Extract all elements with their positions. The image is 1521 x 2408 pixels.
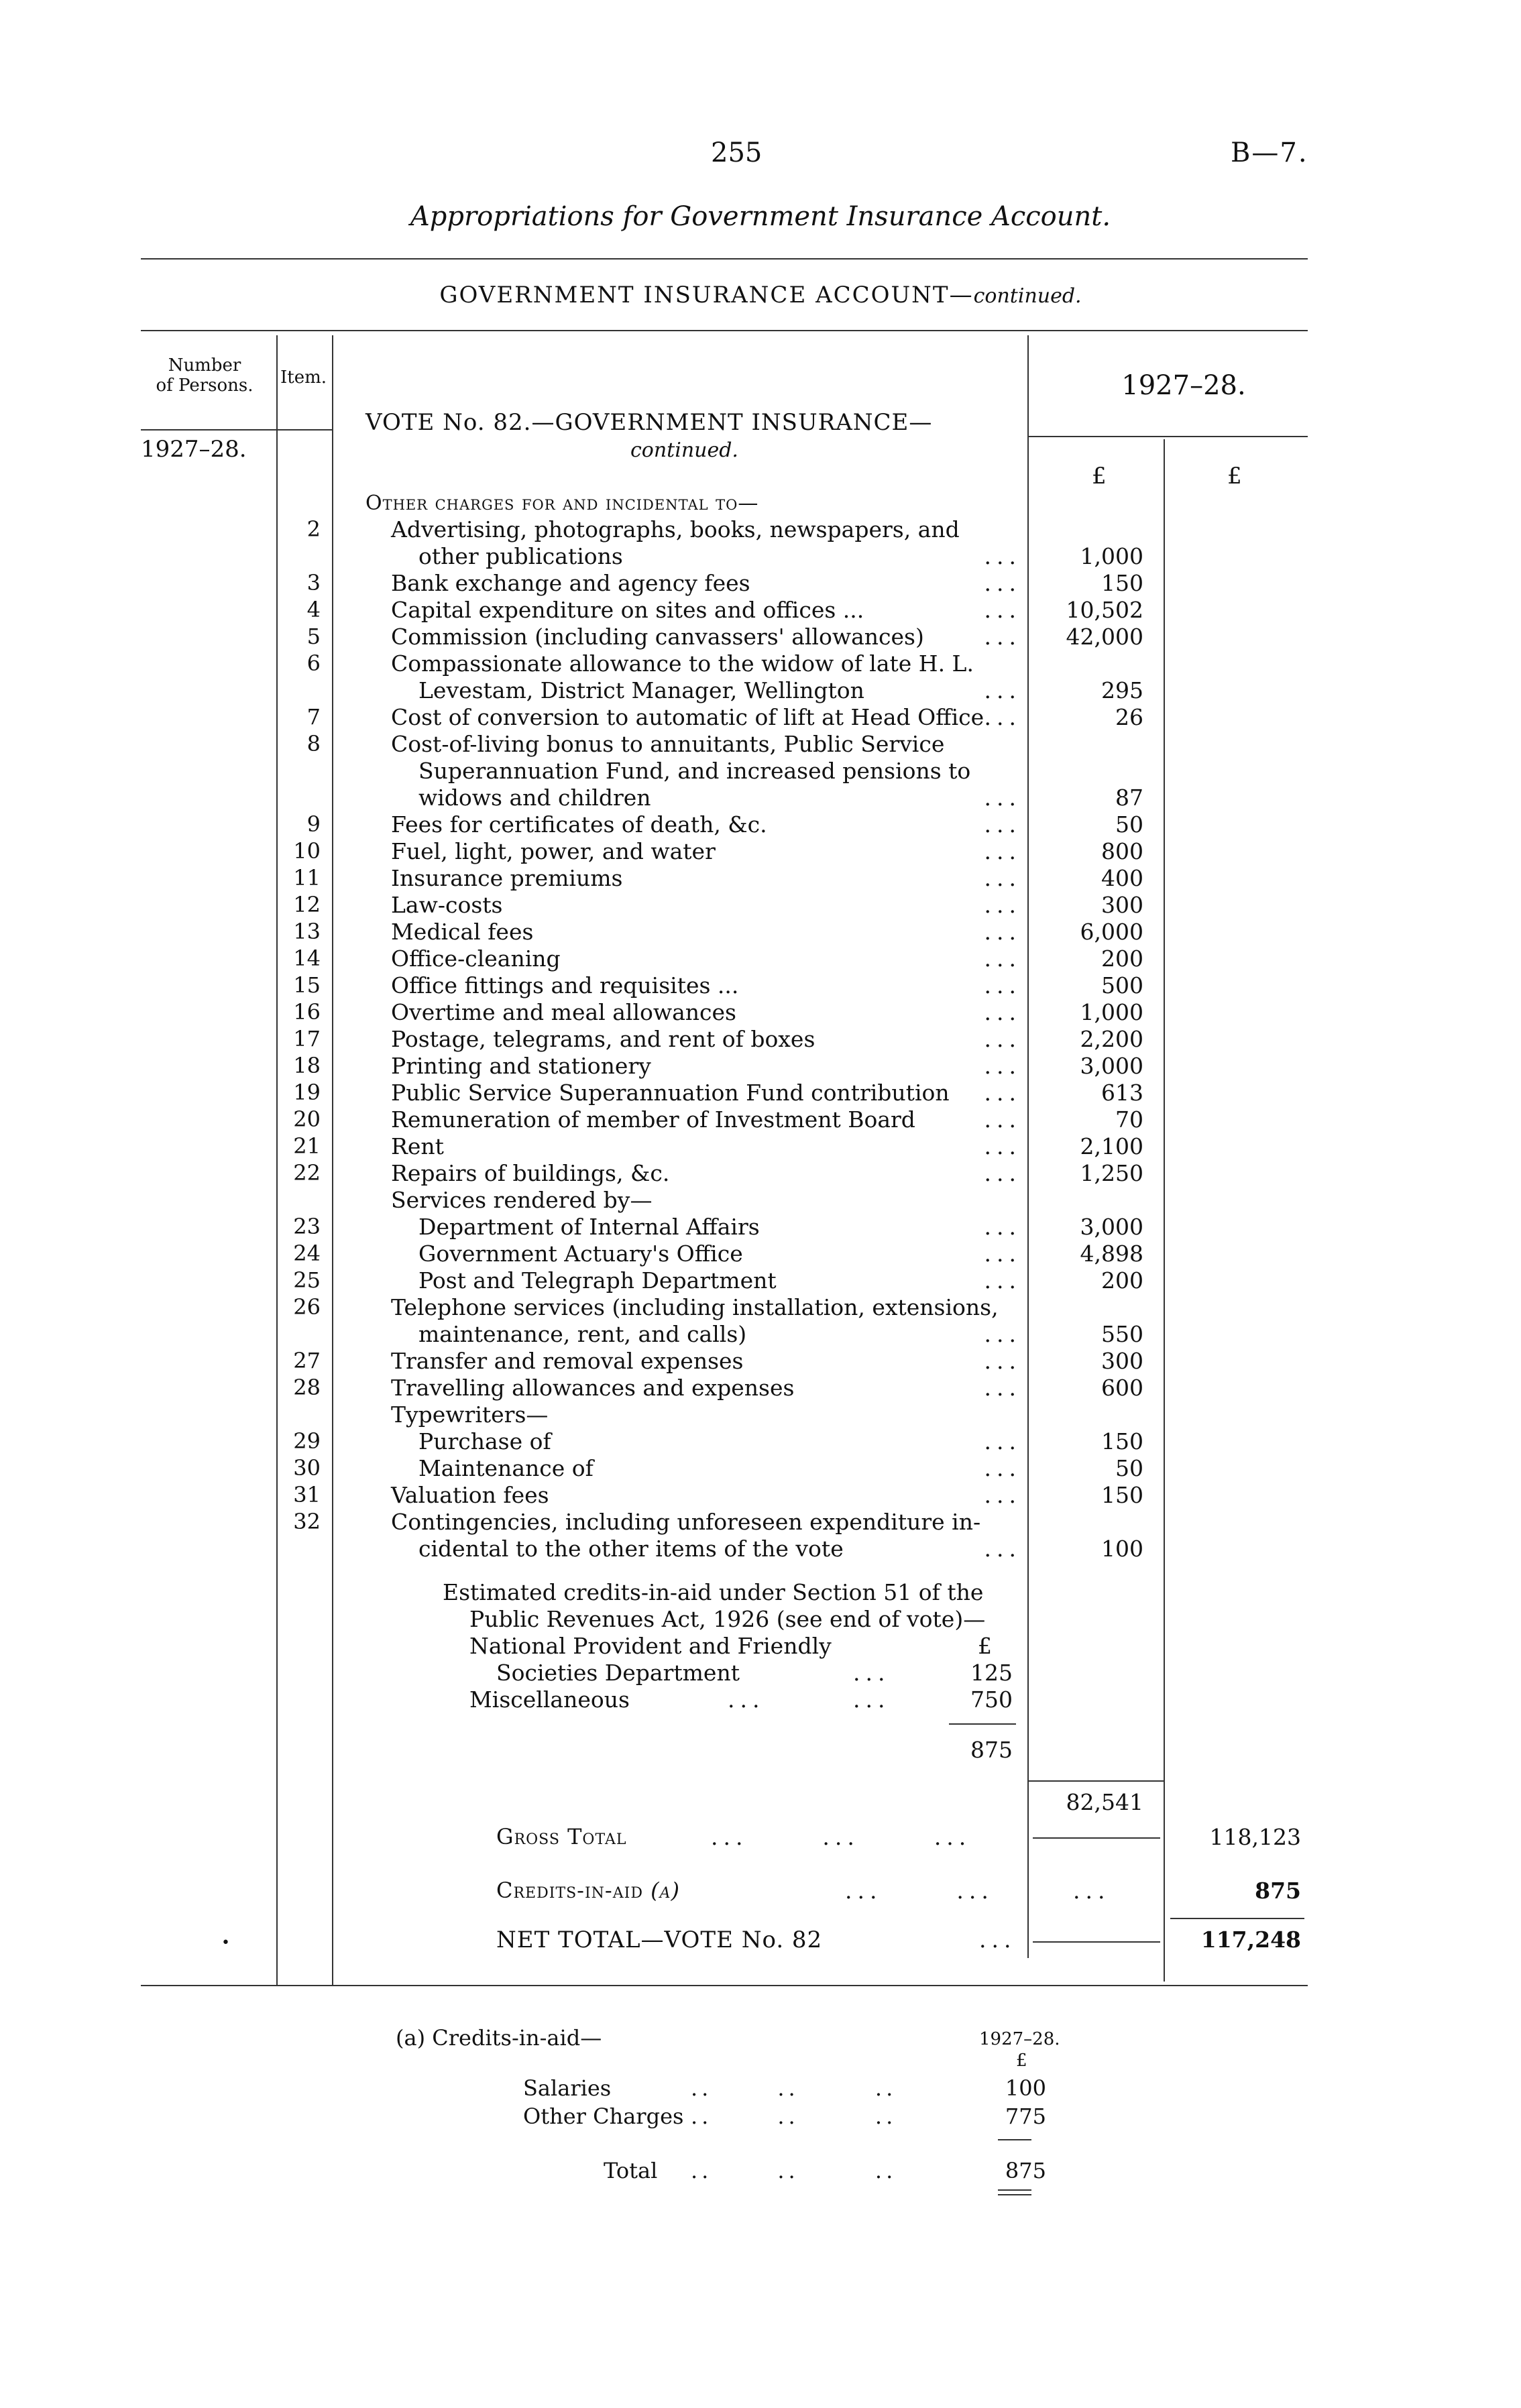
item-description-text: Remuneration of member of Investment Board bbox=[391, 1106, 915, 1133]
item-description bbox=[391, 972, 1021, 999]
leader-dots: ... bbox=[984, 624, 1021, 650]
footnote-year: 1927–28. bbox=[979, 2029, 1060, 2049]
item-description-text: Valuation fees bbox=[391, 1482, 549, 1508]
item-description-text: Printing and stationery bbox=[391, 1053, 651, 1079]
item-number: 21 bbox=[293, 1133, 321, 1159]
item-description bbox=[391, 1160, 1021, 1187]
item-number: 7 bbox=[306, 704, 321, 730]
item-amount: 1,000 bbox=[1080, 543, 1143, 569]
credits-line: Estimated credits-in-aid under Section 51 of the bbox=[443, 1579, 984, 1605]
item-description bbox=[418, 758, 1021, 785]
leader-dots: ... bbox=[984, 972, 1021, 998]
item-description-text: Law-costs bbox=[391, 892, 503, 918]
item-number: 5 bbox=[306, 624, 321, 649]
item-amount: 3,000 bbox=[1080, 1214, 1143, 1240]
item-description bbox=[391, 945, 1021, 972]
amount-year: 1927–28. bbox=[1121, 370, 1246, 401]
pound-symbol: £ bbox=[1092, 463, 1107, 490]
persons-header-line2: of Persons. bbox=[156, 376, 253, 396]
leader-dots: ... bbox=[984, 1053, 1021, 1079]
item-number: 6 bbox=[306, 650, 321, 676]
item-amount: 150 bbox=[1101, 1482, 1143, 1508]
leader-dots: ... bbox=[853, 1660, 891, 1686]
column-rule bbox=[332, 335, 333, 1985]
item-description-text: Services rendered by— bbox=[391, 1187, 653, 1213]
item-amount: 295 bbox=[1101, 677, 1143, 703]
item-description-text: Levestam, District Manager, Wellington bbox=[418, 677, 864, 703]
leader-dots: ... bbox=[984, 1267, 1021, 1294]
item-amount: 400 bbox=[1101, 865, 1143, 891]
leader-dots: ... bbox=[984, 811, 1021, 838]
item-description bbox=[391, 1106, 1021, 1133]
persons-header bbox=[134, 355, 275, 396]
page-reference: B—7. bbox=[1231, 137, 1308, 168]
credits-amount: 125 bbox=[970, 1660, 1013, 1686]
sum-rule bbox=[1170, 1918, 1304, 1919]
leader-dots: ... bbox=[984, 1241, 1021, 1267]
pound-symbol: £ bbox=[1016, 2051, 1027, 2071]
item-description-text: Capital expenditure on sites and offices ... bbox=[391, 597, 864, 623]
sum-rule bbox=[949, 1723, 1016, 1725]
page-number: 255 bbox=[711, 137, 763, 168]
leader-dots: ... bbox=[984, 1026, 1021, 1052]
item-number: 16 bbox=[293, 999, 321, 1025]
item-description bbox=[391, 1053, 1021, 1080]
header-rule bbox=[141, 429, 332, 431]
leader-dots: ... bbox=[1073, 1878, 1111, 1904]
leader-dots: ... bbox=[984, 892, 1021, 918]
leader-dots: ... bbox=[984, 1106, 1021, 1133]
item-amount: 800 bbox=[1101, 838, 1143, 864]
sum-rule bbox=[1027, 1780, 1165, 1782]
item-number: 29 bbox=[293, 1428, 321, 1454]
sum-rule bbox=[1033, 1941, 1160, 1943]
item-description bbox=[391, 838, 1021, 865]
column-rule bbox=[1164, 439, 1165, 1982]
item-amount: 4,898 bbox=[1080, 1241, 1143, 1267]
footnote-salaries-label: Salaries bbox=[523, 2075, 612, 2101]
item-number: 30 bbox=[293, 1455, 321, 1481]
item-description-text: Superannuation Fund, and increased pensions to bbox=[418, 758, 971, 784]
leader-dots: .. .. .. bbox=[691, 2158, 897, 2183]
credits-in-aid-label bbox=[496, 1878, 680, 1903]
item-description-text: Rent bbox=[391, 1133, 444, 1159]
item-description bbox=[391, 1482, 1021, 1509]
credits-subtotal: 875 bbox=[970, 1737, 1013, 1763]
item-description bbox=[418, 1428, 1021, 1455]
item-amount: 300 bbox=[1101, 1348, 1143, 1374]
leader-dots: ... bbox=[984, 704, 1021, 730]
leader-dots: ... bbox=[984, 1160, 1021, 1186]
leader-dots: ... bbox=[984, 543, 1021, 569]
item-amount: 50 bbox=[1115, 1455, 1143, 1481]
leader-dots: ... ... ... bbox=[711, 1824, 972, 1850]
item-description-text: Overtime and meal allowances bbox=[391, 999, 736, 1025]
pound-symbol: £ bbox=[1227, 463, 1242, 490]
leader-dots: ... bbox=[984, 1536, 1021, 1562]
item-amount: 600 bbox=[1101, 1375, 1143, 1401]
item-description-text: Repairs of buildings, &c. bbox=[391, 1160, 670, 1186]
item-amount: 550 bbox=[1101, 1321, 1143, 1347]
item-description-text: Bank exchange and agency fees bbox=[391, 570, 750, 596]
items-sum: 82,541 bbox=[1066, 1789, 1143, 1815]
item-description bbox=[418, 1536, 1021, 1562]
footnote-other-label: Other Charges bbox=[523, 2104, 684, 2129]
leader-dots: ... bbox=[984, 597, 1021, 623]
item-number: 22 bbox=[293, 1160, 321, 1186]
credits-amount: 750 bbox=[970, 1686, 1013, 1713]
leader-dots: ... bbox=[984, 1455, 1021, 1481]
page-subtitle: Appropriations for Government Insurance Account. bbox=[410, 201, 1111, 232]
item-amount: 42,000 bbox=[1066, 624, 1143, 650]
item-amount: 26 bbox=[1115, 704, 1143, 730]
double-rule bbox=[998, 2189, 1031, 2191]
item-number: 10 bbox=[293, 838, 321, 864]
item-description bbox=[391, 597, 1021, 624]
item-description bbox=[418, 1267, 1021, 1294]
item-description bbox=[391, 1401, 1021, 1428]
item-description bbox=[391, 704, 1021, 731]
item-amount: 1,000 bbox=[1080, 999, 1143, 1025]
item-number: 2 bbox=[306, 516, 321, 542]
item-description-text: cidental to the other items of the vote bbox=[418, 1536, 844, 1562]
credits-misc: Miscellaneous bbox=[469, 1686, 630, 1713]
item-amount: 10,502 bbox=[1066, 597, 1143, 623]
item-amount: 613 bbox=[1101, 1080, 1143, 1106]
sum-rule bbox=[1033, 1837, 1160, 1839]
item-amount: 70 bbox=[1115, 1106, 1143, 1133]
gross-total-label: Gross Total bbox=[496, 1824, 627, 1849]
item-number: 26 bbox=[293, 1294, 321, 1320]
item-description-text: Insurance premiums bbox=[391, 865, 623, 891]
leader-dots: ... bbox=[979, 1927, 1017, 1953]
item-description bbox=[391, 999, 1021, 1026]
leader-dots: ... bbox=[984, 1214, 1021, 1240]
item-amount: 2,100 bbox=[1080, 1133, 1143, 1159]
leader-dots: ... bbox=[984, 919, 1021, 945]
item-description bbox=[418, 1455, 1021, 1482]
item-number: 9 bbox=[306, 811, 321, 837]
item-description-text: other publications bbox=[418, 543, 623, 569]
item-description bbox=[418, 785, 1021, 811]
section-title-cont: continued. bbox=[973, 284, 1082, 308]
item-description bbox=[418, 1241, 1021, 1267]
item-description-text: Maintenance of bbox=[418, 1455, 594, 1481]
other-charges-heading: Other charges for and incidental to— bbox=[365, 492, 759, 515]
leader-dots: ... bbox=[728, 1686, 765, 1713]
leader-dots: ... bbox=[984, 1482, 1021, 1508]
leader-dots: ... bbox=[984, 570, 1021, 596]
item-description bbox=[391, 892, 1021, 919]
leader-dots: .. .. .. bbox=[691, 2104, 897, 2129]
leader-dots: ... bbox=[984, 1133, 1021, 1159]
item-description bbox=[391, 731, 1021, 758]
item-description bbox=[391, 516, 1021, 543]
item-amount: 50 bbox=[1115, 811, 1143, 838]
item-amount: 1,250 bbox=[1080, 1160, 1143, 1186]
item-description bbox=[391, 919, 1021, 945]
item-description-text: maintenance, rent, and calls) bbox=[418, 1321, 747, 1347]
gross-total-amount: 118,123 bbox=[1209, 1824, 1301, 1850]
item-description bbox=[391, 1026, 1021, 1053]
column-rule bbox=[276, 335, 278, 1985]
item-number: 20 bbox=[293, 1106, 321, 1132]
leader-dots: .. .. .. bbox=[691, 2075, 897, 2101]
item-description bbox=[391, 1294, 1021, 1321]
item-description bbox=[391, 1509, 1021, 1536]
item-number: 12 bbox=[293, 892, 321, 917]
divider bbox=[141, 330, 1308, 331]
item-description-text: Transfer and removal expenses bbox=[391, 1348, 744, 1374]
item-description-text: Commission (including canvassers' allowances) bbox=[391, 624, 924, 650]
item-number: 27 bbox=[293, 1348, 321, 1373]
footnote-total-label: Total bbox=[604, 2158, 658, 2183]
credits-in-aid-amount: 875 bbox=[1255, 1878, 1301, 1904]
item-amount: 500 bbox=[1101, 972, 1143, 998]
item-amount: 2,200 bbox=[1080, 1026, 1143, 1052]
credits-npf: National Provident and Friendly bbox=[469, 1633, 832, 1659]
pound-symbol: £ bbox=[978, 1633, 992, 1659]
item-description-text: Telephone services (including installation, extensions, bbox=[391, 1294, 999, 1320]
item-number: 11 bbox=[293, 865, 321, 891]
credits-in-aid-note: (a) bbox=[651, 1878, 680, 1903]
item-number: 32 bbox=[293, 1509, 321, 1534]
leader-dots: ... bbox=[984, 1375, 1021, 1401]
footnote-salaries-amount: 100 bbox=[1005, 2075, 1046, 2101]
item-description-text: Postage, telegrams, and rent of boxes bbox=[391, 1026, 815, 1052]
item-number: 25 bbox=[293, 1267, 321, 1293]
vote-title-cont: continued. bbox=[630, 439, 738, 462]
item-number: 8 bbox=[306, 731, 321, 756]
item-description bbox=[391, 570, 1021, 597]
credits-line: Public Revenues Act, 1926 (see end of vote)— bbox=[469, 1606, 986, 1632]
item-description-text: Cost-of-living bonus to annuitants, Public Service bbox=[391, 731, 945, 757]
item-description-text: Purchase of bbox=[418, 1428, 551, 1454]
item-description bbox=[391, 1080, 1021, 1106]
net-total-amount: 117,248 bbox=[1200, 1927, 1301, 1953]
leader-dots: ... bbox=[984, 1080, 1021, 1106]
item-description bbox=[391, 865, 1021, 892]
item-number: 3 bbox=[306, 570, 321, 595]
item-description bbox=[391, 1375, 1021, 1401]
item-number: 31 bbox=[293, 1482, 321, 1507]
item-description bbox=[418, 677, 1021, 704]
credits-npf: Societies Department bbox=[496, 1660, 740, 1686]
item-description-text: Office-cleaning bbox=[391, 945, 561, 972]
net-total-label: NET TOTAL—VOTE No. 82 bbox=[496, 1927, 823, 1953]
item-description bbox=[391, 1187, 1021, 1214]
item-description-text: Fuel, light, power, and water bbox=[391, 838, 716, 864]
leader-dots: ... bbox=[984, 865, 1021, 891]
item-description bbox=[391, 1133, 1021, 1160]
item-number: 13 bbox=[293, 919, 321, 944]
item-description-text: Post and Telegraph Department bbox=[418, 1267, 777, 1294]
leader-dots: ... bbox=[984, 1428, 1021, 1454]
divider bbox=[141, 258, 1308, 260]
leader-dots: ... bbox=[984, 945, 1021, 972]
bullet-mark: • bbox=[221, 1935, 230, 1951]
item-amount: 150 bbox=[1101, 570, 1143, 596]
leader-dots: ... bbox=[853, 1686, 891, 1713]
footnote-other-amount: 775 bbox=[1005, 2104, 1046, 2129]
leader-dots: ... bbox=[984, 838, 1021, 864]
item-number: 19 bbox=[293, 1080, 321, 1105]
item-number: 4 bbox=[306, 597, 321, 622]
item-description bbox=[418, 1321, 1021, 1348]
item-number: 17 bbox=[293, 1026, 321, 1051]
item-description bbox=[418, 1214, 1021, 1241]
item-amount: 300 bbox=[1101, 892, 1143, 918]
item-description bbox=[391, 811, 1021, 838]
item-description-text: Cost of conversion to automatic of lift at Head Office bbox=[391, 704, 984, 730]
item-description-text: widows and children bbox=[418, 785, 651, 811]
leader-dots: ... bbox=[984, 785, 1021, 811]
item-amount: 200 bbox=[1101, 945, 1143, 972]
item-description-text: Travelling allowances and expenses bbox=[391, 1375, 795, 1401]
item-number: 18 bbox=[293, 1053, 321, 1078]
item-amount: 150 bbox=[1101, 1428, 1143, 1454]
item-amount: 200 bbox=[1101, 1267, 1143, 1294]
item-amount: 100 bbox=[1101, 1536, 1143, 1562]
item-amount: 3,000 bbox=[1080, 1053, 1143, 1079]
leader-dots: ... bbox=[984, 1321, 1021, 1347]
item-number: 28 bbox=[293, 1375, 321, 1400]
leader-dots: ... bbox=[984, 677, 1021, 703]
persons-header-line1: Number bbox=[168, 355, 241, 376]
double-rule bbox=[998, 2194, 1031, 2195]
section-title bbox=[0, 282, 1521, 308]
footnote-label: (a) Credits-in-aid— bbox=[396, 2025, 602, 2051]
section-title-text: GOVERNMENT INSURANCE ACCOUNT— bbox=[439, 282, 974, 308]
leader-dots: ... bbox=[984, 999, 1021, 1025]
item-header: Item. bbox=[280, 367, 327, 388]
item-description-text: Public Service Superannuation Fund contribution bbox=[391, 1080, 950, 1106]
item-number: 14 bbox=[293, 945, 321, 971]
credits-in-aid-text: Credits-in-aid bbox=[496, 1878, 643, 1903]
item-description-text: Medical fees bbox=[391, 919, 534, 945]
item-description bbox=[391, 650, 1021, 677]
item-description-text: Advertising, photographs, books, newspapers, and bbox=[391, 516, 960, 542]
leader-dots: ... ... bbox=[845, 1878, 994, 1904]
persons-year: 1927–28. bbox=[141, 436, 247, 463]
item-amount: 87 bbox=[1115, 785, 1143, 811]
item-description-text: Fees for certificates of death, &c. bbox=[391, 811, 767, 838]
divider bbox=[141, 1985, 1308, 1986]
item-description-text: Contingencies, including unforeseen expenditure in- bbox=[391, 1509, 981, 1535]
item-amount: 6,000 bbox=[1080, 919, 1143, 945]
item-description-text: Typewriters— bbox=[391, 1401, 549, 1428]
item-number: 15 bbox=[293, 972, 321, 998]
item-description bbox=[391, 1348, 1021, 1375]
item-description-text: Office fittings and requisites ... bbox=[391, 972, 739, 998]
item-description-text: Compassionate allowance to the widow of late H. L. bbox=[391, 650, 974, 677]
item-description-text: Department of Internal Affairs bbox=[418, 1214, 760, 1240]
item-description bbox=[418, 543, 1021, 570]
header-rule bbox=[1027, 436, 1308, 437]
item-number: 24 bbox=[293, 1241, 321, 1266]
item-description-text: Government Actuary's Office bbox=[418, 1241, 743, 1267]
leader-dots: ... bbox=[984, 1348, 1021, 1374]
item-number: 23 bbox=[293, 1214, 321, 1239]
sum-rule bbox=[998, 2139, 1031, 2140]
vote-title: VOTE No. 82.—GOVERNMENT INSURANCE— bbox=[365, 409, 933, 436]
item-description bbox=[391, 624, 1021, 650]
footnote-total-amount: 875 bbox=[1005, 2158, 1046, 2183]
